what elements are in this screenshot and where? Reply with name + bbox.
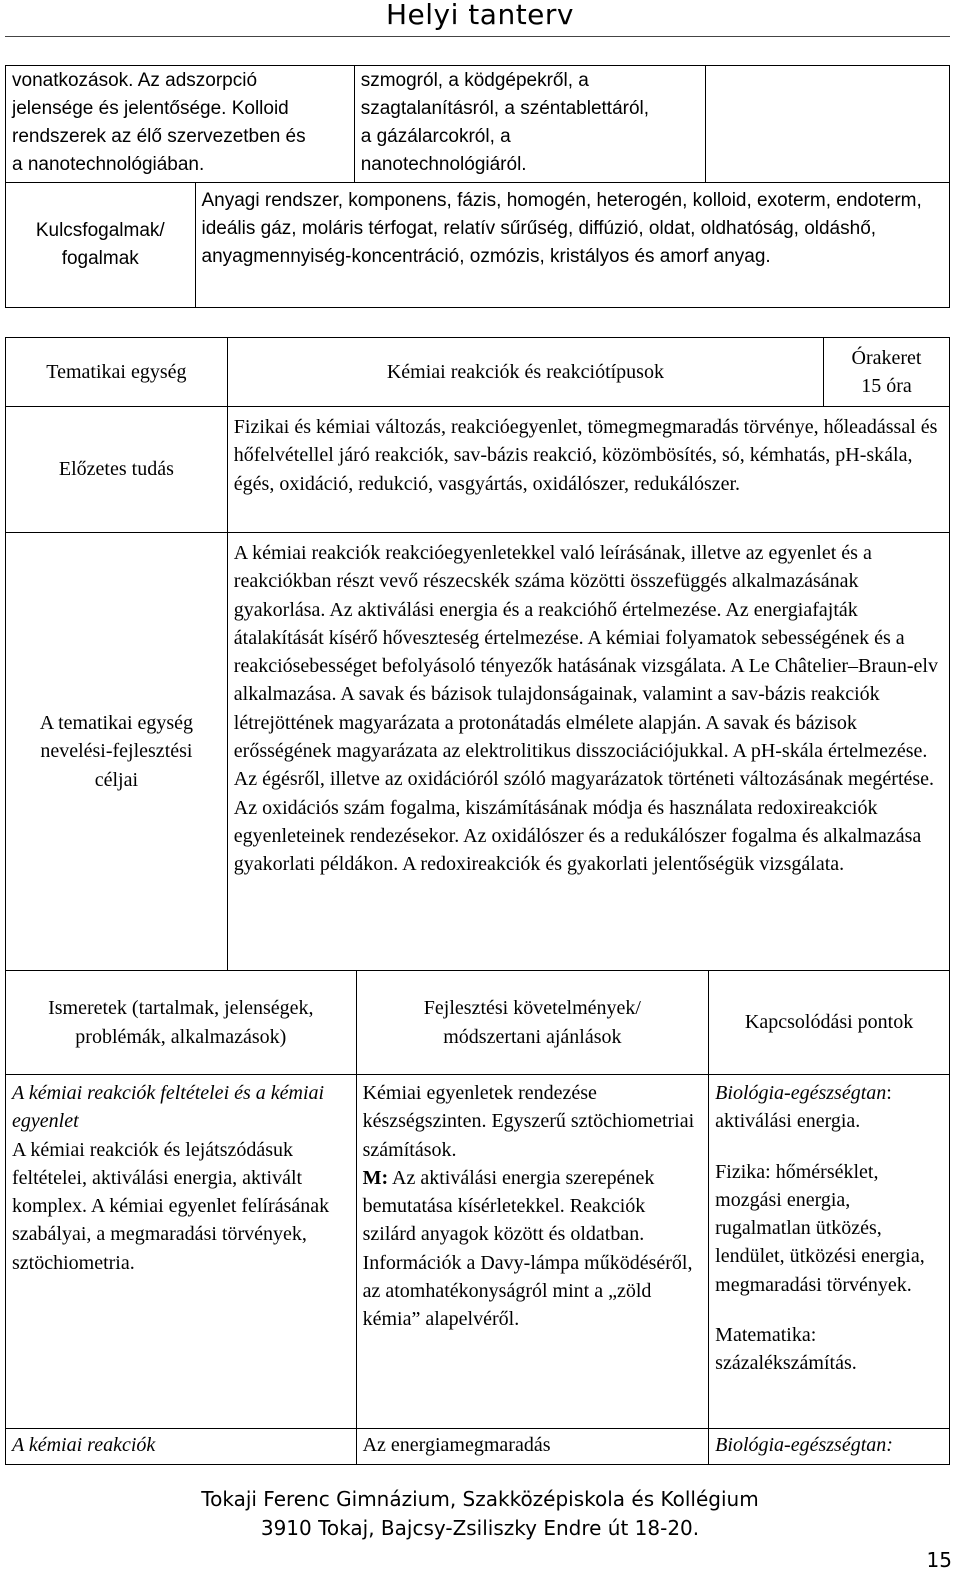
col3-header: Kapcsolódási pontok: [709, 971, 950, 1075]
col3-math: Matematika: százalékszámítás.: [715, 1324, 857, 1375]
unit-table: [5, 337, 950, 1465]
col1-content-title: A kémiai reakciók feltételei és a kémiai egyenlet: [12, 1082, 325, 1133]
prev-content-line: vonatkozások. Az adszorpció: [12, 70, 258, 91]
last-row-col2: Az energiamegmaradás: [356, 1429, 709, 1465]
prev-content-line: a nanotechnológiában.: [12, 154, 205, 175]
col2-content-text1: Kémiai egyenletek rendezése készségszinten. Egyszerű sztöchiometriai számítások.: [362, 1082, 695, 1161]
goals-label-line: céljai: [94, 768, 139, 791]
footer-address: 3910 Tokaj, Bajcsy-Zsiliszky Endre út 18-20.: [260, 1516, 700, 1540]
prev-requirements-line: szagtalanításról, a széntablettáról,: [360, 98, 650, 119]
last-row-col1: A kémiai reakciók: [6, 1429, 357, 1465]
key-concepts-label-line: Kulcsfogalmak/: [35, 220, 165, 241]
page-number: 15: [926, 1548, 952, 1572]
goals-text: A kémiai reakciók reakcióegyenletekkel való leírásának, illetve az egyenlet és a reakciókban részt vevő részecskék száma közötti összefüggés alkalmazásának gyakorlása. Az aktiválási energia és a reakcióhő értelmezése. Az energiafajták átalakítását kísérő hőveszteség értelmezése. A kémiai folyamatok sebességének és a reakciósebességet befolyásoló tényezők hatásának vizsgálata. A Le Châtelier–Braun-elv alkalmazása. A savak és bázisok tulajdonságainak, valamint a sav-bázis reakciók létrejöttének magyarázata a protonátadás elmélete alapján. A savak és bázisok erősségének magyarázata az elektrolitikus disszociációjukkal. A pH-skála értelmezése. Az égésről, illetve az oxidációról szóló magyarázatok történeti változásának megértése. Az oxidációs szám fogalma, kiszámításának módja és használata redoxireakciók egyenleteinek rendezésekor. Az oxidálószer és a redukálószer fogalma és alkalmazása gyakorlati példákon. A redoxireakciók és gyakorlati jelentőségük vizsgálata.: [227, 533, 949, 971]
prev-requirements-cell: [354, 66, 706, 183]
col3-physics: Fizika: hőmérséklet, mozgási energia, rugalmatlan ütközés, lendület, ütközési energia, megmaradási törvények.: [715, 1160, 925, 1296]
prev-content-line: jelensége és jelentősége. Kolloid: [12, 98, 289, 119]
goals-label: [6, 533, 228, 971]
last-row-col3: Biológia-egészségtan:: [709, 1429, 950, 1465]
method-label: M:: [362, 1166, 389, 1189]
top-table: [5, 65, 950, 308]
unit-label: Tematikai egység: [6, 338, 228, 407]
prev-requirements-line: szmogról, a ködgépekről, a: [360, 70, 589, 91]
goals-label-line: A tematikai egység: [39, 712, 194, 735]
prev-content-line: rendszerek az élő szervezetben és: [12, 126, 306, 147]
prev-requirements-line: a gázálarcokról, a: [360, 126, 511, 147]
hours-cell: [824, 338, 950, 407]
col2-content-text2: [363, 1164, 703, 1334]
col1-content-text: A kémiai reakciók és lejátszódásuk feltételei, aktiválási energia, aktivált komplex. A kémiai egyenlet felírásának szabályai, a megmaradási törvények, sztöchiometria.: [12, 1138, 330, 1274]
col1-header: Ismeretek (tartalmak, jelenségek, problémák, alkalmazások): [6, 971, 357, 1075]
col3-content: [709, 1075, 950, 1429]
col3-biology-label: Biológia-egészségtan: [715, 1082, 887, 1104]
unit-title: Kémiai reakciók és reakciótípusok: [227, 338, 823, 407]
hours-value: 15 óra: [861, 375, 912, 397]
prev-requirements-line: nanotechnológiáról.: [360, 154, 527, 175]
footer-school-name: Tokaji Ferenc Gimnázium, Szakközépiskola és Kollégium: [201, 1487, 759, 1511]
col2-method-text: Az aktiválási energia szerepének bemutatása kísérletekkel. Reakciók szilárd anyagok között és oldatban. Információk a Davy-lámpa működéséről, az atomhatékonyságról mint a „zöld kémia” alapelvéről.: [362, 1166, 693, 1331]
key-concepts-text: Anyagi rendszer, komponens, fázis, homogén, heterogén, kolloid, exoterm, endoterm, ideális gáz, moláris térfogat, relatív sűrűség, diffúzió, oldat, oldhatóság, oldáshő, anyagmennyiség-koncentráció, ozmózis, kristályos és amorf anyag.: [201, 190, 922, 267]
header-divider: [5, 36, 950, 37]
goals-label-line: nevelési-fejlesztési: [40, 740, 193, 763]
col1-content: [6, 1075, 357, 1429]
key-concepts-label: [6, 183, 195, 307]
col3-biology: [715, 1079, 943, 1136]
col3-biology-text: : aktiválási energia.: [715, 1082, 892, 1133]
col2-content: [356, 1075, 709, 1429]
prior-knowledge-text: Fizikai és kémiai változás, reakcióegyenlet, tömegmegmaradás törvénye, hőleadással és hőfelvétellel járó reakciók, sav-bázis reakció, közömbösítés, só, kémhatás, pH-skála, égés, oxidáció, redukció, vasgyártás, oxidálószer, redukálószer.: [227, 407, 949, 533]
col2-header: Fejlesztési követelmények/ módszertani ajánlások: [356, 971, 709, 1075]
prev-content-cell: [6, 66, 355, 183]
prev-connections-cell: [706, 66, 950, 183]
hours-label: Órakeret: [851, 347, 922, 369]
page-header-title: Helyi tanterv: [386, 0, 574, 31]
key-concepts-label-line: fogalmak: [61, 248, 139, 269]
key-concepts-row: [6, 183, 950, 308]
prior-knowledge-label: Előzetes tudás: [6, 407, 228, 533]
